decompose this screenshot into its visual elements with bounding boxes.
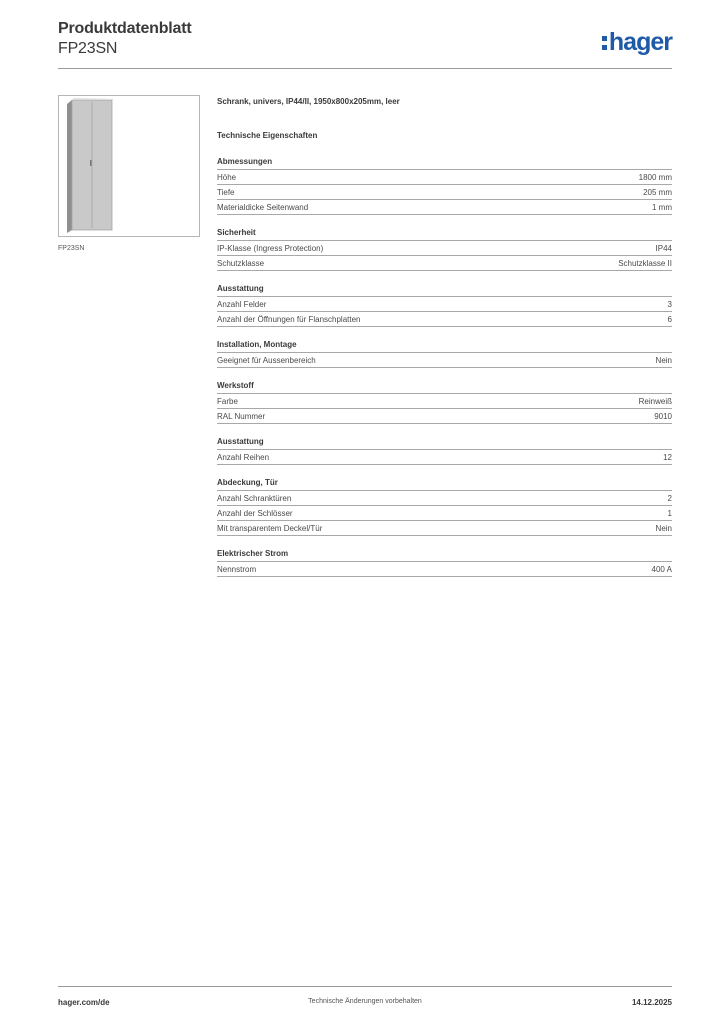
- row-value: IP44: [655, 244, 672, 253]
- section-heading: Technische Eigenschaften: [217, 131, 318, 140]
- row-value: Schutzklasse II: [618, 259, 672, 268]
- group-title: Installation, Montage: [217, 339, 672, 353]
- row-value: 12: [663, 453, 672, 462]
- table-row: [217, 170, 672, 185]
- group-equipment-rows: [217, 436, 672, 465]
- row-value: 400 A: [651, 565, 672, 574]
- row-value: 9010: [654, 412, 672, 421]
- cabinet-illustration: [59, 96, 199, 236]
- row-label: Anzahl Felder: [217, 300, 267, 309]
- row-value: Nein: [655, 356, 672, 365]
- product-description: Schrank, univers, IP44/II, 1950x800x205mm, leer: [217, 97, 400, 106]
- footer-divider: [58, 986, 672, 987]
- table-row: [217, 409, 672, 424]
- table-row: [217, 312, 672, 327]
- row-label: Schutzklasse: [217, 259, 265, 268]
- group-material: [217, 380, 672, 424]
- image-caption: FP23SN: [58, 245, 85, 252]
- header-divider: [58, 68, 672, 69]
- row-value: Nein: [655, 524, 672, 533]
- row-label: Tiefe: [217, 188, 235, 197]
- logo-colon-icon: [602, 36, 607, 50]
- footer-date: 14.12.2025: [631, 998, 672, 1007]
- table-row: [217, 562, 672, 577]
- row-label: Anzahl der Öffnungen für Flanschplatten: [217, 315, 361, 324]
- row-value: 1 mm: [652, 203, 672, 212]
- footer-notice: Technische Änderungen vorbehalten: [308, 998, 422, 1005]
- table-row: [217, 256, 672, 271]
- row-label: Anzahl Schranktüren: [217, 494, 292, 503]
- group-title: Sicherheit: [217, 227, 672, 241]
- table-row: [217, 521, 672, 536]
- row-value: 205 mm: [643, 188, 672, 197]
- row-value: 1: [667, 509, 672, 518]
- group-installation: [217, 339, 672, 368]
- table-row: [217, 241, 672, 256]
- document-title: Produktdatenblatt: [58, 20, 192, 37]
- row-label: Materialdicke Seitenwand: [217, 203, 309, 212]
- group-electrical: [217, 548, 672, 577]
- table-row: [217, 185, 672, 200]
- row-label: Anzahl der Schlösser: [217, 509, 293, 518]
- group-dimensions: [217, 156, 672, 215]
- row-label: Nennstrom: [217, 565, 257, 574]
- group-equipment: [217, 283, 672, 327]
- table-row: [217, 506, 672, 521]
- group-cover-door: [217, 477, 672, 536]
- group-title: Abmessungen: [217, 156, 672, 170]
- table-row: [217, 394, 672, 409]
- group-title: Ausstattung: [217, 436, 672, 450]
- row-label: Geeignet für Aussenbereich: [217, 356, 316, 365]
- row-label: Farbe: [217, 397, 238, 406]
- row-value: 3: [667, 300, 672, 309]
- footer-website-link[interactable]: hager.com/de: [58, 998, 110, 1007]
- group-title: Ausstattung: [217, 283, 672, 297]
- table-row: [217, 450, 672, 465]
- logo-text: hager: [608, 27, 672, 56]
- row-value: 6: [667, 315, 672, 324]
- group-title: Elektrischer Strom: [217, 548, 672, 562]
- row-label: IP-Klasse (Ingress Protection): [217, 244, 324, 253]
- table-row: [217, 297, 672, 312]
- hager-logo[interactable]: [602, 28, 672, 56]
- row-label: Höhe: [217, 173, 237, 182]
- row-label: Mit transparentem Deckel/Tür: [217, 524, 323, 533]
- group-title: Werkstoff: [217, 380, 672, 394]
- group-title: Abdeckung, Tür: [217, 477, 672, 491]
- table-row: [217, 491, 672, 506]
- row-value: 1800 mm: [638, 173, 672, 182]
- product-properties: [217, 96, 672, 577]
- page-header: [58, 20, 672, 68]
- row-label: RAL Nummer: [217, 412, 266, 421]
- table-row: [217, 200, 672, 215]
- product-code: FP23SN: [58, 40, 118, 57]
- product-image: [58, 95, 200, 237]
- page-footer: [58, 986, 672, 1010]
- group-safety: [217, 227, 672, 271]
- table-row: [217, 353, 672, 368]
- row-value: 2: [667, 494, 672, 503]
- row-value: Reinweiß: [638, 397, 672, 406]
- row-label: Anzahl Reihen: [217, 453, 270, 462]
